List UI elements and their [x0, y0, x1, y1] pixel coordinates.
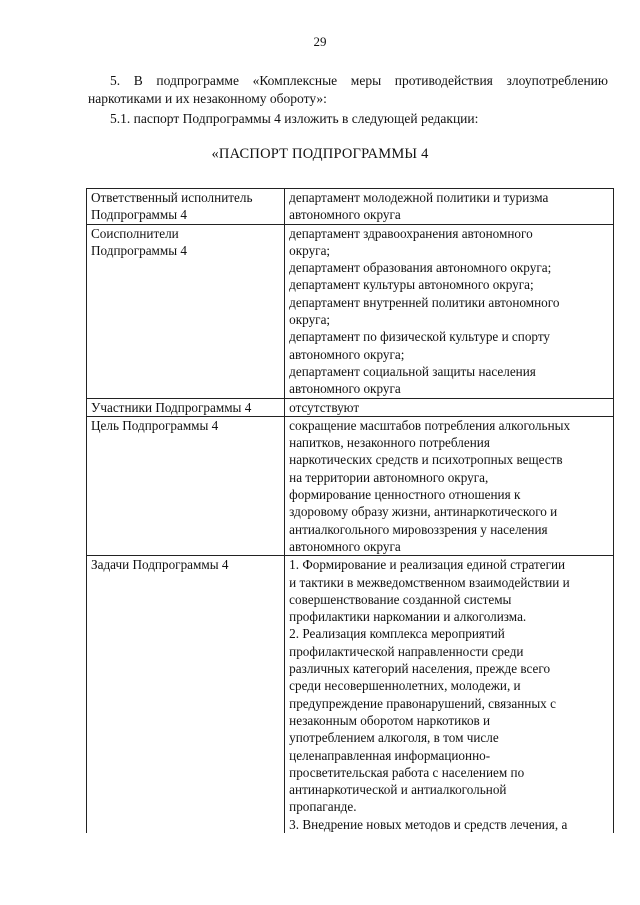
row-value-line: различных категорий населения, прежде всего	[289, 661, 551, 677]
passport-heading: «ПАСПОРТ ПОДПРОГРАММЫ 4	[211, 146, 429, 162]
row-value-line: департамент культуры автономного округа;	[289, 277, 534, 293]
row-value-line: напитков, незаконного потребления	[289, 435, 490, 451]
row-value-line: здоровому образу жизни, антинаркотического и	[289, 504, 558, 520]
row-value-line: и тактики в межведомственном взаимодействии и	[289, 574, 570, 590]
row-label-line: Подпрограммы 4	[91, 207, 187, 223]
table-row	[87, 556, 614, 833]
row-label-cell	[87, 224, 285, 398]
row-value-line: департамент образования автономного округа;	[289, 260, 552, 276]
row-label-line: Цель Подпрограммы 4	[91, 417, 219, 433]
intro-line-2: наркотиками и их незаконному обороту»:	[88, 91, 327, 106]
row-value-cell	[285, 224, 614, 398]
row-value-line: сокращение масштабов потребления алкогольных	[289, 417, 571, 433]
table-row	[87, 224, 614, 398]
row-value-line: совершенствование созданной системы	[289, 591, 512, 607]
row-value-line: 2. Реализация комплекса мероприятий	[289, 626, 505, 642]
row-label-line: Соисполнители	[91, 225, 179, 241]
row-value-line: пропаганде.	[289, 799, 357, 815]
table-row	[87, 398, 614, 416]
row-value-line: предупреждение правонарушений, связанных с	[289, 695, 556, 711]
row-value-line: автономного округа	[289, 538, 401, 554]
row-value-line: автономного округа	[289, 207, 401, 223]
passport-table	[86, 188, 614, 833]
row-value-line: департамент здравоохранения автономного	[289, 225, 533, 241]
row-value-line: автономного округа	[289, 381, 401, 397]
row-value-line: наркотических средств и психотропных веществ	[289, 452, 563, 468]
row-value-line: профилактической направленности среди	[289, 643, 524, 659]
row-value-cell	[285, 556, 614, 833]
row-value-cell	[285, 416, 614, 555]
amendment-paragraph: 5.1. паспорт Подпрограммы 4 изложить в следующей редакции:	[110, 111, 479, 126]
row-value-line: на территории автономного округа,	[289, 469, 489, 485]
intro-paragraph	[88, 72, 608, 108]
row-value-line: употреблением алкоголя, в том числе	[289, 730, 499, 746]
page-number: 29	[313, 34, 327, 49]
row-value-line: департамент по физической культуре и спорту	[289, 329, 551, 345]
row-value-line: округа;	[289, 242, 331, 258]
row-label-line: Задачи Подпрограммы 4	[91, 557, 229, 573]
row-label-cell	[87, 416, 285, 555]
intro-line-1: 5. В подпрограмме «Комплексные меры противодействия злоупотреблению	[110, 73, 608, 88]
row-value-line: департамент социальной защиты населения	[289, 363, 536, 379]
row-label-line: Подпрограммы 4	[91, 242, 187, 258]
row-label-cell	[87, 556, 285, 833]
row-value-line: отсутствуют	[289, 399, 360, 415]
row-value-line: профилактики наркомании и алкоголизма.	[289, 609, 527, 625]
row-value-line: среди несовершеннолетних, молодежи, и	[289, 678, 521, 694]
row-value-line: формирование ценностного отношения к	[289, 487, 521, 503]
row-label-cell	[87, 398, 285, 416]
row-value-line: департамент молодежной политики и туризма	[289, 190, 549, 205]
row-label-line: Ответственный исполнитель	[91, 190, 253, 205]
row-value-line: автономного округа;	[289, 346, 405, 362]
row-value-line: департамент внутренней политики автономного	[289, 294, 560, 310]
table-row	[87, 189, 614, 225]
row-value-line: антиалкогольного мировоззрения у населения	[289, 521, 548, 537]
row-value-line: 3. Внедрение новых методов и средств лечения, а	[289, 816, 568, 832]
row-label-cell	[87, 189, 285, 225]
row-value-line: округа;	[289, 312, 331, 328]
row-value-cell	[285, 398, 614, 416]
row-value-line: антинаркотической и антиалкогольной	[289, 782, 507, 798]
row-value-line: просветительская работа с населением по	[289, 764, 525, 780]
row-value-cell	[285, 189, 614, 225]
row-value-line: 1. Формирование и реализация единой стратегии	[289, 557, 566, 573]
row-value-line: целенаправленная информационно-	[289, 747, 491, 763]
row-label-line: Участники Подпрограммы 4	[91, 399, 252, 415]
row-value-line: незаконным оборотом наркотиков и	[289, 712, 491, 728]
table-row	[87, 416, 614, 555]
